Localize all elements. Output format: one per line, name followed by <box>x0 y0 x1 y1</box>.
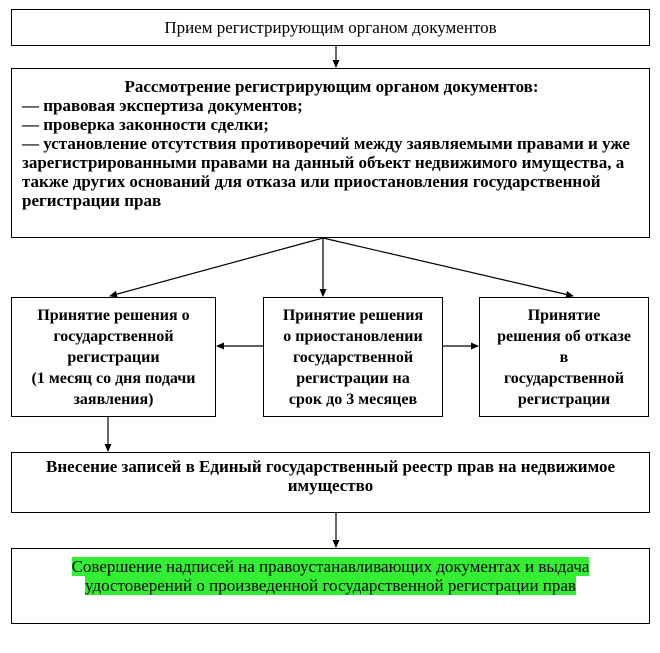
decision-refuse-line: решения об отказе <box>497 327 631 345</box>
step-review-line-1: — правовая экспертиза документов; <box>22 96 303 115</box>
decision-register-line: регистрации <box>67 348 160 366</box>
step-review-box <box>11 68 650 238</box>
step-review-line-2: — проверка законности сделки; <box>22 115 269 134</box>
step-final-line: удостоверений о произведенной государственной регистрации прав <box>85 576 576 595</box>
step-final-box <box>11 548 650 624</box>
decision-suspend-line: государственной <box>292 348 414 366</box>
decision-register-line: государственной <box>53 327 174 345</box>
decision-suspend-box <box>263 297 443 417</box>
decision-refuse-line: Принятие <box>527 306 601 324</box>
decision-suspend-line: о приостановлении <box>283 327 423 345</box>
step-receive-box <box>11 9 650 46</box>
arrow-review-to-refuse <box>323 238 573 296</box>
decision-refuse-line: регистрации <box>517 390 611 408</box>
arrow-review-to-register <box>110 238 323 296</box>
decision-suspend-line: регистрации на <box>296 369 410 387</box>
step-records-line: имущество <box>287 476 374 495</box>
decision-register-box <box>11 297 216 417</box>
decision-register-line: заявления) <box>73 390 154 408</box>
decision-refuse-line: в <box>559 348 569 366</box>
step-records-line: Внесение записей в Единый государственный реестр прав на недвижимое <box>45 457 616 476</box>
decision-suspend-line: Принятие решения <box>282 306 424 324</box>
step-records-box <box>11 452 650 513</box>
step-receive-text: Прием регистрирующим органом документов <box>164 18 497 37</box>
decision-refuse-line: государственной <box>503 369 625 387</box>
decision-register-line: Принятие решения о <box>37 306 190 324</box>
step-review-line-3: — установление отсутствия противоречий между заявляемыми правами и уже зарегистрированными правами на данный объект недвижимого имущества, а также других оснований для отказа или приостановления государственной регистрации прав <box>22 134 630 210</box>
decision-register-line: (1 месяц со дня подачи <box>31 369 196 387</box>
step-final-line: Совершение надписей на правоустанавливающих документах и выдача <box>71 557 590 576</box>
decision-suspend-line: срок до 3 месяцев <box>288 390 418 408</box>
decision-refuse-box <box>479 297 649 417</box>
step-review-title: Рассмотрение регистрирующим органом документов: <box>124 77 539 96</box>
